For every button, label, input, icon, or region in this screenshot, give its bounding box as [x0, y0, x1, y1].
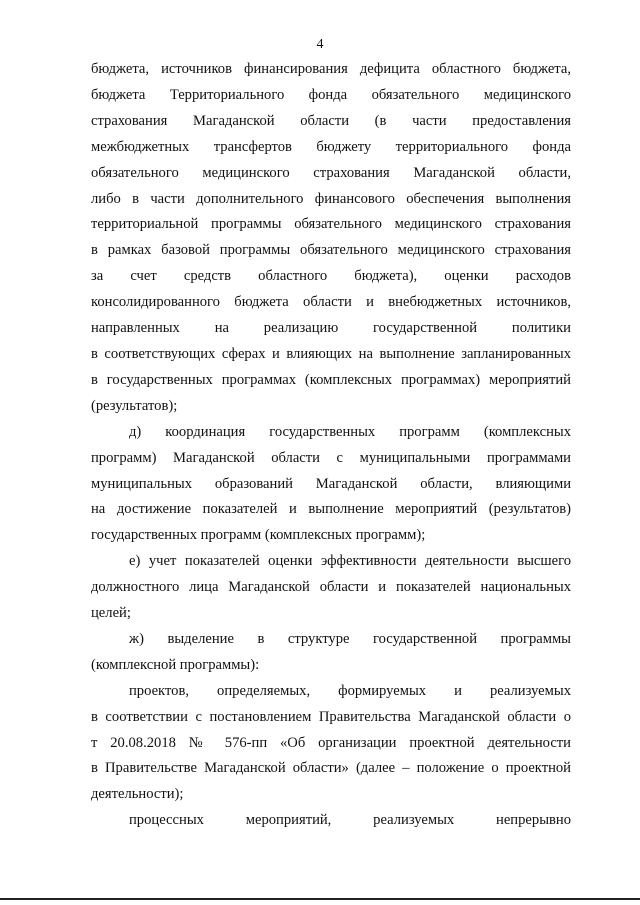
- text-line: деятельности);: [91, 786, 184, 803]
- text-line: в соответствующих сферах и влияющих на выполнение запланированных: [91, 345, 571, 362]
- text-line: (комплексной программы):: [91, 656, 260, 673]
- paragraph-projects: [91, 679, 571, 809]
- text-line: за счет средств областного бюджета), оценки расходов: [91, 268, 571, 285]
- paragraph-item-d: [91, 420, 571, 550]
- text-line: ж) выделение в структуре государственной программы: [129, 630, 571, 647]
- paragraph-processes: [91, 808, 571, 834]
- paragraph-item-e: [91, 549, 571, 627]
- text-line: программ) Магаданской области с муниципальными программами: [91, 449, 571, 466]
- text-line: в соответствии с постановлением Правительства Магаданской области о: [91, 708, 571, 725]
- text-line: муниципальных образований Магаданской области, влияющими: [91, 475, 571, 492]
- text-line: обязательного медицинского страхования Магаданской области,: [91, 164, 571, 181]
- page-bottom-edge: [0, 898, 640, 900]
- text-line: должностного лица Магаданской области и показателей национальных: [91, 579, 571, 596]
- text-line: д) координация государственных программ (комплексных: [129, 423, 571, 440]
- text-line: в рамках базовой программы обязательного медицинского страхования: [91, 242, 571, 259]
- text-line: т 20.08.2018 № 576-пп «Об организации проектной деятельности: [91, 734, 571, 751]
- text-line: либо в части дополнительного финансового обеспечения выполнения: [91, 190, 571, 207]
- text-line: межбюджетных трансфертов бюджету территориального фонда: [91, 138, 571, 155]
- text-line: е) учет показателей оценки эффективности деятельности высшего: [129, 553, 571, 570]
- text-line: бюджета Территориального фонда обязательного медицинского: [91, 86, 571, 103]
- text-line: на достижение показателей и выполнение мероприятий (результатов): [91, 501, 571, 518]
- text-line: государственных программ (комплексных программ);: [91, 527, 426, 544]
- paragraph-item-zh: [91, 627, 571, 679]
- text-line: бюджета, источников финансирования дефицита областного бюджета,: [91, 61, 571, 77]
- text-line: консолидированного бюджета области и внебюджетных источников,: [91, 294, 571, 311]
- text-line: процессных мероприятий, реализуемых непрерывно: [129, 812, 571, 829]
- paragraph-continuation: [91, 57, 571, 420]
- document-body: [91, 57, 571, 834]
- text-line: проектов, определяемых, формируемых и реализуемых: [129, 682, 571, 699]
- page-number: 4: [316, 37, 324, 52]
- text-line: (результатов);: [91, 397, 178, 414]
- text-line: направленных на реализацию государственной политики: [91, 320, 571, 337]
- text-line: территориальной программы обязательного медицинского страхования: [91, 216, 571, 233]
- text-line: в Правительстве Магаданской области» (далее – положение о проектной: [91, 760, 571, 777]
- text-line: целей;: [91, 605, 131, 622]
- text-line: страхования Магаданской области (в части предоставления: [91, 112, 571, 129]
- text-line: в государственных программах (комплексных программах) мероприятий: [91, 371, 571, 388]
